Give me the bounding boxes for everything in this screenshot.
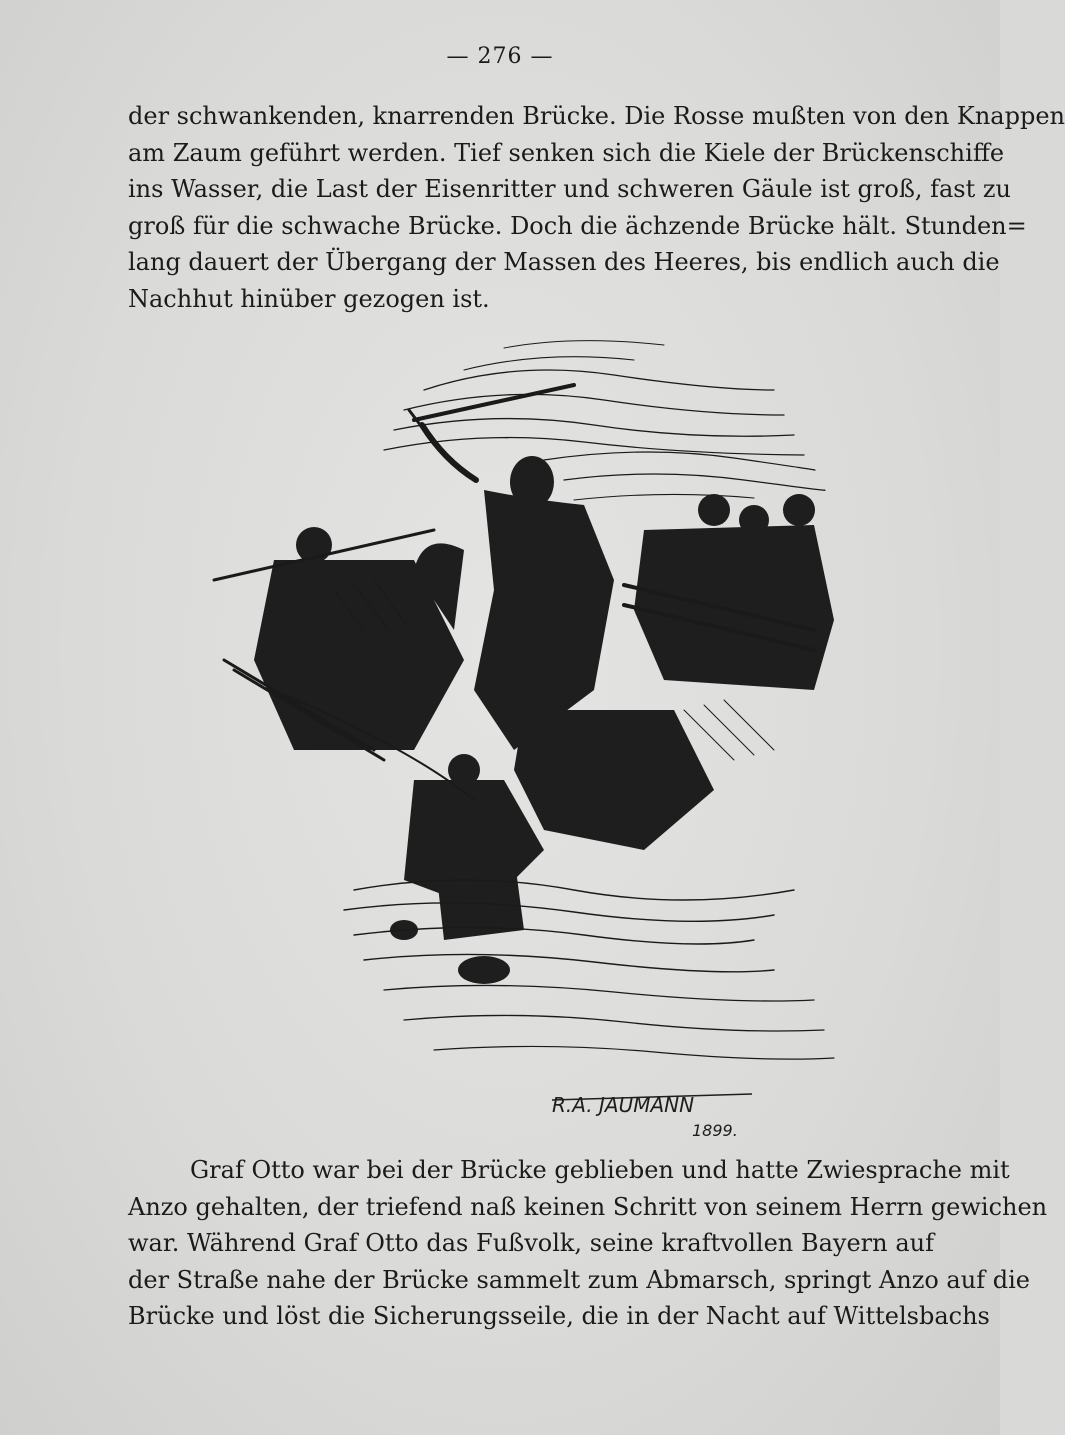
text-line: Brücke und löst die Sicherungsseile, die in der Nacht auf Wittelsbachs [128,1302,990,1330]
paragraph-bottom [128,1152,1048,1335]
signature-name: R.A. JAUMANN [552,1093,695,1117]
page-number: — 276 — [446,44,554,69]
artist-signature [552,1088,772,1140]
engraving-illustration [214,330,840,1074]
text-line: groß für die schwache Brücke. Doch die ächzende Brücke hält. Stunden= [128,211,1027,240]
paragraph-top [128,98,1065,317]
text-line: Graf Otto war bei der Brücke geblieben und hatte Zwiesprache mit [190,1156,1010,1184]
text-line: lang dauert der Übergang der Massen des Heeres, bis endlich auch die [128,248,1000,276]
text-line: der Straße nahe der Brücke sammelt zum Abmarsch, springt Anzo auf die [128,1265,1030,1294]
text-line: Nachhut hinüber gezogen ist. [128,284,490,313]
text-line: Anzo gehalten, der triefend naß keinen Schritt von seinem Herrn gewichen [128,1192,1048,1221]
text-line: am Zaum geführt werden. Tief senken sich die Kiele der Brückenschiffe [128,138,1005,167]
text-line: ins Wasser, die Last der Eisenritter und schweren Gäule ist groß, fast zu [128,175,1011,203]
text-line: der schwankenden, knarrenden Brücke. Die Rosse mußten von den Knappen [128,102,1065,130]
text-line: war. Während Graf Otto das Fußvolk, seine kraftvollen Bayern auf [128,1229,934,1257]
signature-year: 1899. [692,1121,738,1140]
